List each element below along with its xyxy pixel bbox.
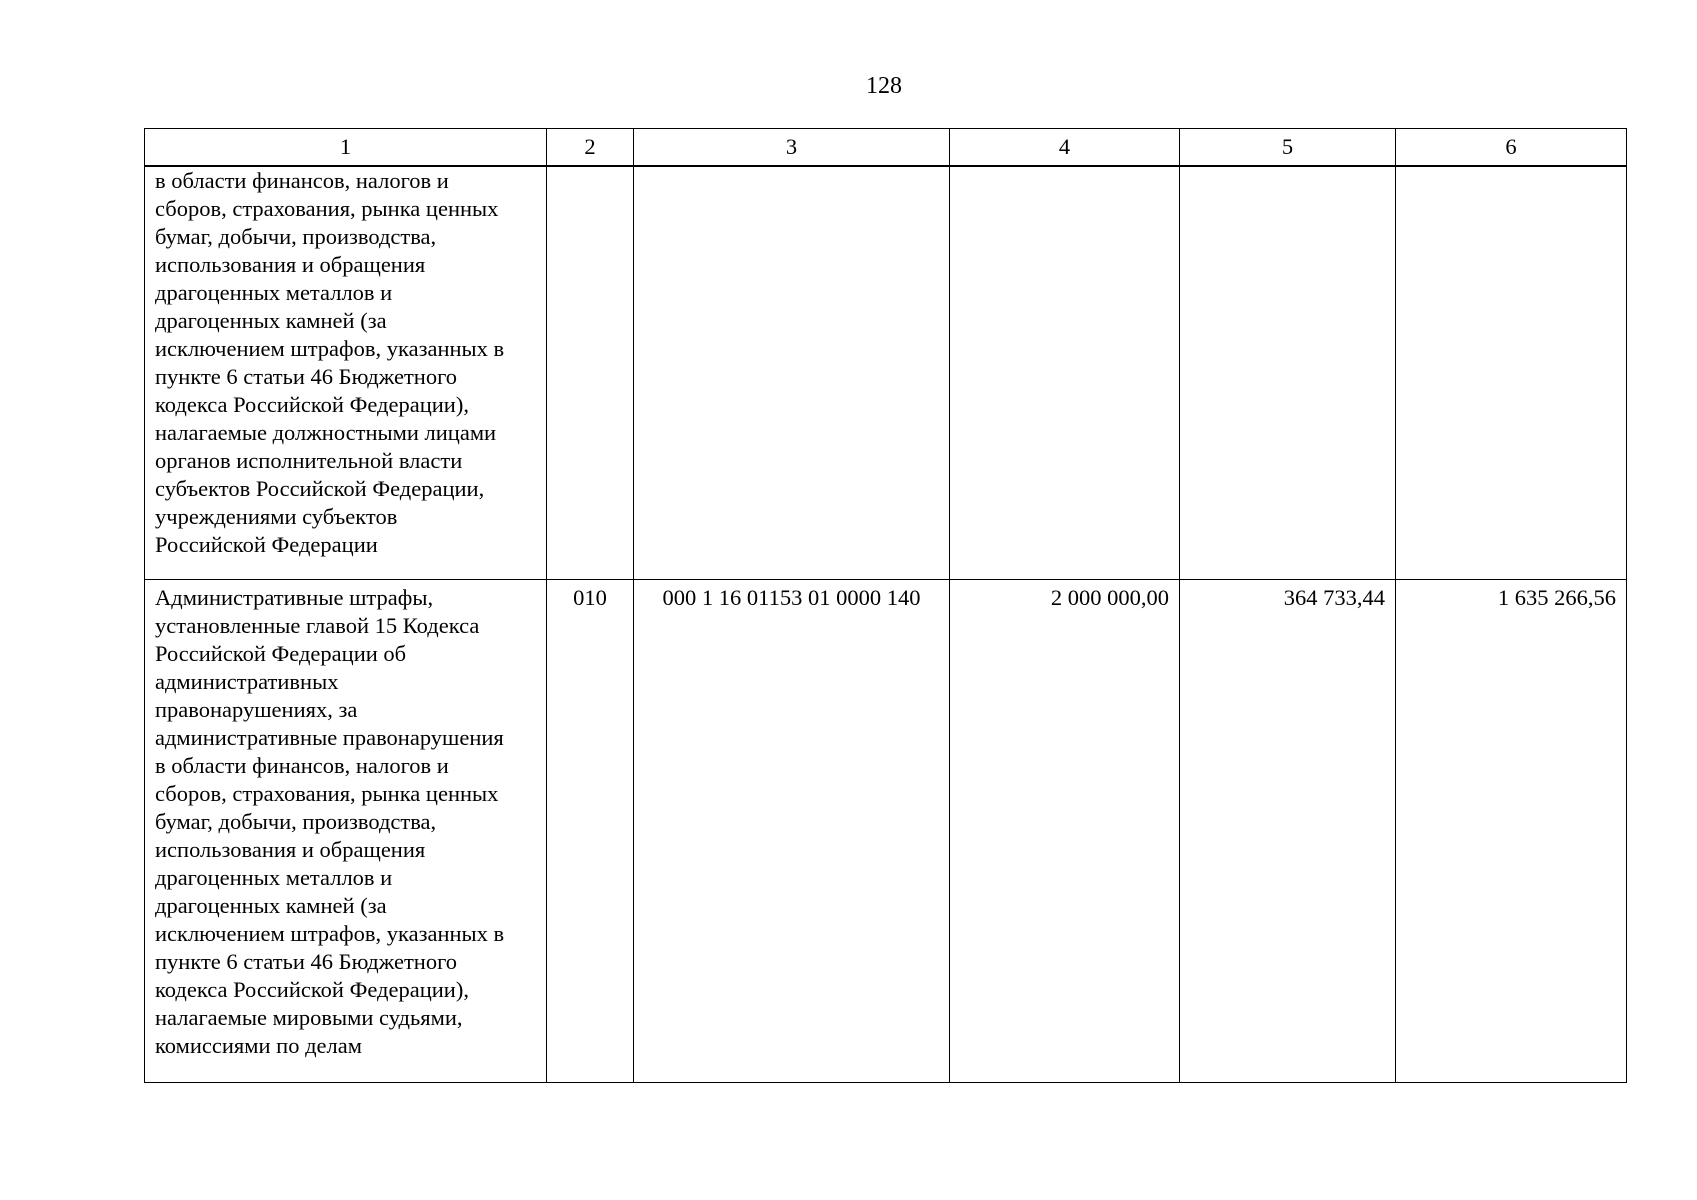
row-2-name-cell <box>145 580 547 1083</box>
name-text-line: пункте 6 статьи 46 Бюджетного <box>155 949 457 974</box>
name-text-line: субъектов Российской Федерации, <box>155 476 485 501</box>
name-text-line: сборов, страхования, рынка ценных <box>155 781 499 806</box>
row-1-name-text <box>155 167 536 559</box>
name-text-line: в области финансов, налогов и <box>155 168 449 193</box>
name-text-line: органов исполнительной власти <box>155 448 463 473</box>
name-text-line: налагаемые мировыми судьями, <box>155 1005 463 1030</box>
name-text-line: установленные главой 15 Кодекса <box>155 613 480 638</box>
name-text-line: Российской Федерации об <box>155 641 407 666</box>
name-text-line: административных <box>155 669 339 694</box>
row-1-name-cell <box>145 166 547 580</box>
name-text-line: использования и обращения <box>155 252 426 277</box>
name-text-line: в области финансов, налогов и <box>155 753 449 778</box>
row-2-line-code: 010 <box>547 580 634 1083</box>
table-row <box>145 580 1627 1083</box>
name-text-line: административные правонарушения <box>155 725 504 750</box>
name-text-line: налагаемые должностными лицами <box>155 420 497 445</box>
header-col-6: 6 <box>1396 129 1627 167</box>
header-col-4: 4 <box>950 129 1180 167</box>
row-1-executed <box>1180 166 1396 580</box>
name-text-line: пункте 6 статьи 46 Бюджетного <box>155 364 457 389</box>
name-text-line: Российской Федерации <box>155 532 378 557</box>
header-col-5: 5 <box>1180 129 1396 167</box>
row-1-approved <box>950 166 1180 580</box>
row-2-name-text <box>155 584 536 1060</box>
header-col-2: 2 <box>547 129 634 167</box>
row-1-line-code <box>547 166 634 580</box>
table-row <box>145 166 1627 580</box>
page-number: 128 <box>866 73 902 99</box>
name-text-line: кодекса Российской Федерации), <box>155 392 469 417</box>
header-row <box>145 129 1627 167</box>
name-text-line: учреждениями субъектов <box>155 504 398 529</box>
name-text-line: драгоценных металлов и <box>155 865 393 890</box>
row-2-approved: 2 000 000,00 <box>950 580 1180 1083</box>
name-text-line: сборов, страхования, рынка ценных <box>155 196 499 221</box>
row-2-unexecuted: 1 635 266,56 <box>1396 580 1627 1083</box>
name-text-line: драгоценных камней (за <box>155 308 387 333</box>
name-text-line: использования и обращения <box>155 837 426 862</box>
row-2-executed: 364 733,44 <box>1180 580 1396 1083</box>
name-text-line: правонарушениях, за <box>155 697 358 722</box>
name-text-line: исключением штрафов, указанных в <box>155 336 505 361</box>
name-text-line: драгоценных камней (за <box>155 893 387 918</box>
name-text-line: комиссиями по делам <box>155 1033 362 1058</box>
name-text-line: бумаг, добычи, производства, <box>155 224 437 249</box>
budget-table <box>144 128 1627 1083</box>
name-text-line: исключением штрафов, указанных в <box>155 921 505 946</box>
row-2-income-code: 000 1 16 01153 01 0000 140 <box>634 580 950 1083</box>
name-text-line: кодекса Российской Федерации), <box>155 977 469 1002</box>
name-text-line: Административные штрафы, <box>155 585 434 610</box>
row-1-income-code <box>634 166 950 580</box>
name-text-line: драгоценных металлов и <box>155 280 393 305</box>
name-text-line: бумаг, добычи, производства, <box>155 809 437 834</box>
header-col-1: 1 <box>145 129 547 167</box>
header-col-3: 3 <box>634 129 950 167</box>
row-1-unexecuted <box>1396 166 1627 580</box>
